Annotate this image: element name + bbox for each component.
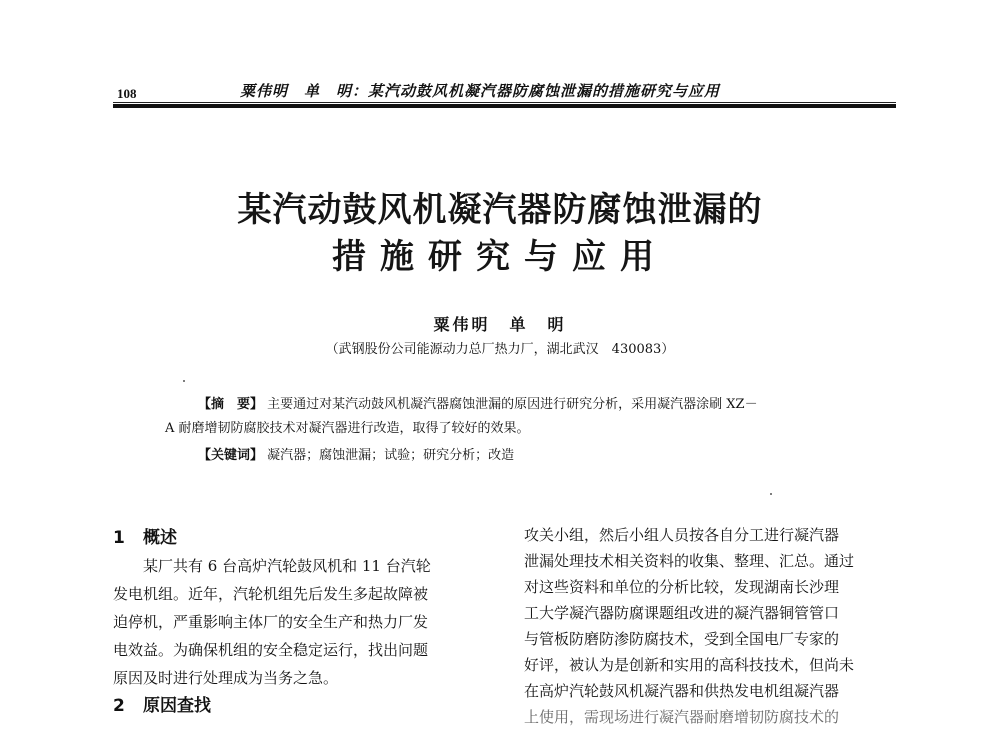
- body-line: 工大学凝汽器防腐课题组改进的凝汽器铜管管口: [524, 604, 840, 622]
- article-title-line-2: 措施研究与应用: [332, 237, 668, 277]
- abstract-line-1: [198, 393, 758, 412]
- body-line: 上使用，需现场进行凝汽器耐磨增韧防腐技术的: [524, 708, 840, 726]
- body-line: 泄漏处理技术相关资料的收集、整理、汇总。通过: [524, 552, 855, 570]
- keywords-line: [198, 444, 514, 463]
- body-line: 原因及时进行处理成为当务之急。: [113, 669, 339, 687]
- page-number: 108: [117, 86, 137, 101]
- body-line: 在高炉汽轮鼓风机凝汽器和供热发电机组凝汽器: [524, 682, 840, 700]
- affiliation: （武钢股份公司能源动力总厂热力厂，湖北武汉 430083）: [325, 342, 675, 357]
- section-number: 1: [113, 528, 125, 548]
- body-line: 好评，被认为是创新和实用的高科技技术，但尚未: [524, 656, 855, 674]
- body-line: 对这些资料和单位的分析比较，发现湖南长沙理: [524, 578, 840, 596]
- keywords-text: 凝汽器；腐蚀泄漏；试验；研究分析；改造: [267, 448, 515, 463]
- left-column: [113, 524, 493, 720]
- section-heading-1: [113, 524, 493, 552]
- body-line: 发电机组。近年，汽轮机组先后发生多起故障被: [113, 585, 429, 603]
- body-line: 某厂共有 6 台高炉汽轮鼓风机和 11 台汽轮: [143, 557, 431, 575]
- running-header: 粟伟明 单 明：某汽动鼓风机凝汽器防腐蚀泄漏的措施研究与应用: [240, 82, 721, 100]
- abstract-line-2: A 耐磨增韧防腐胶技术对凝汽器进行改造，取得了较好的效果。: [165, 421, 530, 436]
- abstract-text-1: 主要通过对某汽动鼓风机凝汽器腐蚀泄漏的原因进行研究分析，采用凝汽器涂刷 XZ－: [267, 397, 758, 412]
- body-line: 电效益。为确保机组的安全稳定运行，找出问题: [113, 641, 429, 659]
- section-heading-2: [113, 692, 493, 720]
- header-rule-thick: [113, 104, 896, 108]
- keywords-label: 【关键词】: [198, 448, 264, 463]
- section-title: 概述: [143, 528, 177, 548]
- article-title-line-1: 某汽动鼓风机凝汽器防腐蚀泄漏的: [237, 190, 763, 230]
- section-number: 2: [113, 696, 125, 716]
- scan-speck: [770, 493, 772, 495]
- scan-speck: [183, 380, 185, 382]
- section-title: 原因查找: [143, 696, 211, 716]
- authors: 粟伟明 单 明: [433, 315, 567, 334]
- abstract-label: 【摘 要】: [198, 397, 264, 412]
- body-line: 攻关小组，然后小组人员按各自分工进行凝汽器: [524, 526, 840, 544]
- right-column: [524, 522, 904, 730]
- header-rule-thin: [113, 102, 896, 103]
- body-line: 与管板防磨防渗防腐技术，受到全国电厂专家的: [524, 630, 840, 648]
- body-line: 迫停机，严重影响主体厂的安全生产和热力厂发: [113, 613, 429, 631]
